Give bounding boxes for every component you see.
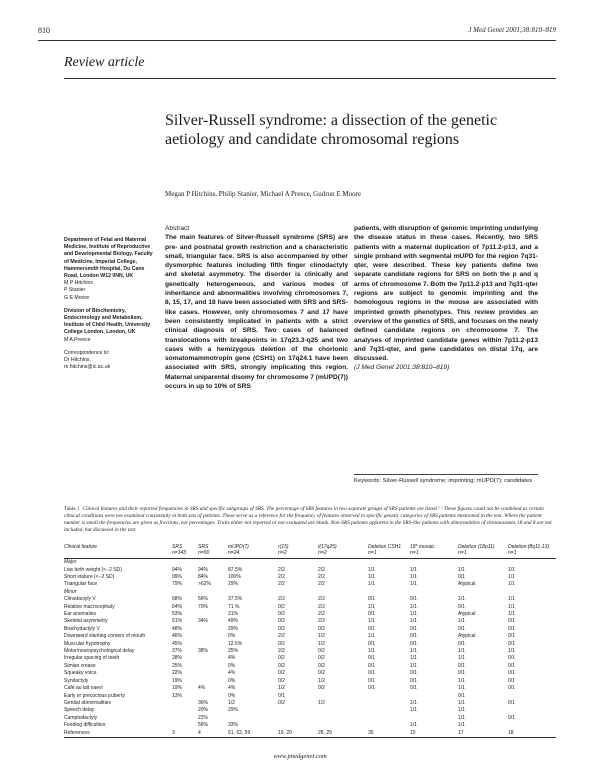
table-cell: 0/1 bbox=[458, 640, 465, 647]
table-header-n: n=1 bbox=[410, 551, 458, 559]
table-row-label: Brachydactyly V bbox=[64, 625, 100, 632]
table-cell: 2/2 bbox=[318, 574, 325, 580]
table-cell: 21% bbox=[228, 611, 239, 618]
table-cell: 94% bbox=[198, 566, 209, 573]
table-row bbox=[64, 655, 556, 662]
table-cell: 0/2 bbox=[278, 677, 285, 684]
table-cell: 45% bbox=[172, 640, 183, 647]
table-cell: 1/1 bbox=[410, 603, 417, 610]
table-cell: 0/2 bbox=[318, 648, 325, 655]
table-cell: 2/2 bbox=[318, 611, 325, 618]
table-group-label: Major bbox=[64, 559, 77, 566]
table-cell bbox=[318, 707, 368, 714]
table-cell: 1/2 bbox=[278, 685, 285, 692]
table-row-label: Café au lait naevi bbox=[64, 685, 103, 692]
table-cell bbox=[410, 693, 458, 700]
table-cell: 0/1 bbox=[458, 670, 465, 677]
table-cell: 0/1 bbox=[368, 662, 375, 669]
table-cell: 0/1 bbox=[368, 596, 375, 603]
table-header-label: Deletion (18p11) bbox=[458, 544, 495, 550]
table-cell: >62% bbox=[198, 581, 211, 588]
table-cell: 0/2 bbox=[318, 655, 325, 662]
article-authors: Megan P Hitchins, Philip Stanier, Michael A Preece, Gudrun E Moore bbox=[165, 190, 362, 198]
table-cell: 1/1 bbox=[508, 603, 515, 610]
table-cell: 2/2 bbox=[278, 581, 285, 588]
table-cell: 0/2 bbox=[318, 662, 325, 669]
table-cell: 18 bbox=[508, 730, 556, 738]
table-row bbox=[64, 722, 556, 729]
table-cell bbox=[198, 633, 228, 640]
table-cell: 1/1 bbox=[410, 566, 417, 573]
table-row bbox=[64, 574, 556, 581]
affiliation-name: G E Moore bbox=[64, 294, 90, 301]
table-row-label: Feeding difficulties bbox=[64, 722, 106, 729]
table-cell: 0/1 bbox=[508, 670, 515, 677]
table-header-label: t(17q25) bbox=[318, 544, 337, 550]
table-row-label: References bbox=[64, 730, 172, 738]
table-cell: 1/1 bbox=[458, 677, 465, 684]
affiliation-dept-2: Division of Biochemistry, Endocrinology and Metabolism, Institute of Child Health, University College London, London, UK bbox=[64, 307, 151, 336]
table-group-label: Minor bbox=[64, 588, 77, 595]
section-label: Review article bbox=[64, 55, 145, 70]
table-cell: 35 bbox=[368, 730, 410, 738]
table-cell: 0/2 bbox=[278, 640, 285, 647]
table-cell: 1/1 bbox=[410, 655, 417, 662]
article-title: Silver-Russell syndrome: a dissection of the genetic aetiology and candidate chromosomal regions bbox=[165, 112, 498, 148]
footer-url: www.jmedgenet.com bbox=[273, 753, 327, 760]
table-cell: 1/2 bbox=[318, 640, 325, 647]
table-cell bbox=[318, 722, 368, 729]
table-row-label: Speech delay bbox=[64, 707, 95, 714]
table-header-label: SRS bbox=[198, 544, 209, 550]
table-header-n: n=2 bbox=[278, 551, 318, 559]
affiliation-name: P Stanier bbox=[64, 287, 86, 294]
table-cell: 0/1 bbox=[458, 662, 465, 669]
table-cell bbox=[198, 641, 228, 648]
affiliation-name: M P Hitchins bbox=[64, 280, 94, 287]
table-cell: 53% bbox=[172, 611, 183, 618]
table-row-label: Muscular hypotrophy bbox=[64, 640, 111, 647]
table-cell: 1/2 bbox=[318, 699, 325, 706]
table-cell: 70% bbox=[198, 603, 209, 610]
table-cell bbox=[410, 715, 458, 722]
table-caption bbox=[64, 506, 556, 534]
table-row bbox=[64, 715, 556, 722]
table-row-label: Early or precocious puberty bbox=[64, 692, 125, 699]
abstract-column-1 bbox=[165, 224, 348, 391]
table-cell: 1/1 bbox=[368, 566, 375, 573]
table-cell: 1/1 bbox=[508, 574, 515, 580]
table-header-label: Deletion CSH1 bbox=[368, 544, 402, 550]
table-cell: 0/2 bbox=[318, 685, 325, 692]
table-cell: 0/1 bbox=[458, 603, 465, 610]
keywords-rule bbox=[354, 474, 538, 475]
table-cell: 34% bbox=[198, 618, 209, 625]
correspondence-email[interactable]: m.hitchins@ic.ac.uk bbox=[64, 364, 111, 371]
table-row-label: Low birth weight (<−2 SD) bbox=[64, 566, 122, 573]
table-cell: 1/1 bbox=[368, 603, 375, 610]
table-cell: 1/1 bbox=[458, 618, 465, 625]
table-row-label: Genital abnormalities bbox=[64, 699, 111, 706]
table-cell: 33% bbox=[228, 722, 239, 729]
table-cell: 1/1 bbox=[458, 596, 465, 603]
table-cell: 56% bbox=[198, 596, 209, 603]
table-row-label: Short stature (<−2 SD) bbox=[64, 574, 115, 580]
table-cell: 2/2 bbox=[318, 566, 325, 573]
abstract-text-2: patients, with disruption of genomic imprinting underlying the disease status in these cases. Recently, two SRS patients with a maternal duplication of 7p11.2-p13, and a single proband with segmental mUPD for the region 7q31-qter, were described. These key patients define two separate candidate regions for SRS on both the p and q arms of chromosome 7. Both the 7p11.2-p13 and 7q31-qter regions are subject to genomic imprinting and the homologous regions in the mouse are associated with imprinted growth phenotypes. This review provides an overview of the genetics of SRS, and focuses on the newly defined candidate regions on chromosome 7. The analyses of imprinted candidate genes within 7p11.2-p13 and 7q31-qter, and gene candidates on distal 17q, are discussed. bbox=[354, 225, 538, 363]
table-cell: Atypical bbox=[458, 633, 476, 640]
table-cell: 19% bbox=[172, 677, 183, 684]
table-row bbox=[64, 581, 556, 588]
table-cell: 46% bbox=[172, 633, 183, 640]
table-cell: 37% bbox=[172, 648, 183, 655]
table-cell: 1/1 bbox=[368, 648, 375, 655]
table-row-label: Syndactyly bbox=[64, 677, 89, 684]
table-row-label: Clinodactyly V bbox=[64, 596, 96, 603]
table-cell: 4% bbox=[228, 670, 236, 677]
table-header-n: n=1 bbox=[458, 551, 508, 559]
table-header-n: n=1 bbox=[368, 551, 410, 559]
table-row bbox=[64, 678, 556, 685]
table-cell: 1/1 bbox=[508, 611, 515, 618]
table-cell bbox=[228, 715, 278, 722]
abstract-text-1: The main features of Silver-Russell syndrome (SRS) are pre- and postnatal growth restriction and a characteristic small, triangular face. SRS is also accompanied by other dysmorphic features including fifth finger clinodactyly and skeletal asymmetry. The disorder is clinically and genetically heterogeneous, and various modes of inheritance and abnormalities involving chromosomes 7, 8, 15, 17, and 18 have been associated with SRS and SRS-like cases. However, only chromosomes 7 and 17 have been consistently implicated in patients with a strict clinical diagnosis of SRS. Two cases of balanced translocations with breakpoints in 17q23.3-q25 and two cases with a hemizygous deletion of the chorionic somatomammotropin gene (CSH1) on 17q24.1 have been associated with SRS, strongly implicating this region. Maternal uniparental disomy for chromosome 7 (mUPD(7)) occurs in up to 10% of SRS bbox=[165, 234, 348, 391]
journal-reference: J Med Genet 2001;38:810–819 bbox=[468, 26, 556, 34]
keywords: Keywords: Silver-Russell syndrome; imprinting; mUPD(7); candidates bbox=[354, 478, 533, 484]
table-cell: 1/1 bbox=[410, 707, 417, 714]
table-row-label: Squeaky voice bbox=[64, 670, 97, 677]
table-cell: 0/1 bbox=[410, 670, 417, 677]
correspondence-label: Correspondence to: bbox=[64, 349, 110, 356]
table-cell bbox=[198, 678, 228, 685]
table-header-label: mUPD(7) bbox=[228, 544, 249, 550]
table-cell: 4 bbox=[198, 730, 228, 738]
table-cell: 1/1 bbox=[508, 596, 515, 603]
table-cell: 1/1 bbox=[458, 707, 465, 714]
table-row bbox=[64, 596, 556, 603]
table-header-label: SRS bbox=[172, 544, 183, 550]
table-header-label: Clinical feature bbox=[64, 544, 98, 550]
table-cell: 0/2 bbox=[278, 611, 285, 618]
table-row-label: Simian crease bbox=[64, 662, 96, 669]
table-cell: 94% bbox=[172, 566, 183, 573]
table-cell: 1/1 bbox=[458, 714, 465, 721]
page-number: 810 bbox=[38, 26, 50, 35]
table-caption-text: Clinical features and their reported frequencies in SRS and specific subgroups of SRS. The percentage of SRS features in two separate groups of SRS patients are listed.¹ ² These figures could not be combined as certain clinical conditions were not examined consistently in both sets of patients. These serve as a reference for the frequency of features observed in specific genetic categories of SRS patients mentioned in the text. Where the patient number is small the frequencies are given as fractions, not percentages. Traits either not reported or not evaluated are blank. Non-SRS patients apparent in the SRS-like patients with abnormalities of chromosomes 18 and 8 are not included, but discussed in the text bbox=[64, 506, 552, 533]
table-cell bbox=[368, 715, 410, 722]
table-cell: 1/1 bbox=[410, 581, 417, 588]
table-cell: 100% bbox=[228, 574, 241, 580]
table-cell: 1/1 bbox=[508, 648, 515, 655]
table-cell: 0/1 bbox=[410, 685, 417, 692]
table-row-label: Downward slanting corners of mouth bbox=[64, 633, 146, 640]
table-header-n: n=1 bbox=[508, 551, 556, 559]
table-cell: 1/1 bbox=[368, 574, 375, 580]
table-cell: 15 bbox=[410, 730, 458, 738]
table-cell bbox=[318, 715, 368, 722]
table-cell: 2/2 bbox=[318, 618, 325, 625]
table-row bbox=[64, 611, 556, 618]
table-cell: 0/1 bbox=[368, 670, 375, 677]
table-cell: 0/1 bbox=[508, 640, 515, 647]
table-cell: 2/2 bbox=[278, 596, 285, 603]
table-cell: 2/2 bbox=[278, 648, 285, 655]
table-cell bbox=[278, 715, 318, 722]
table-row-label: Camptodactyly bbox=[64, 714, 98, 721]
table-cell: 0/1 bbox=[508, 625, 515, 632]
table-cell: 51% bbox=[172, 618, 183, 625]
table-cell bbox=[368, 700, 410, 707]
table-cell: 36% bbox=[198, 699, 209, 706]
table-cell: Atypical bbox=[458, 611, 476, 618]
table-row bbox=[64, 633, 556, 640]
table-cell: 0/1 bbox=[368, 655, 375, 662]
table-cell: 48% bbox=[172, 625, 183, 632]
table-cell bbox=[198, 626, 228, 633]
table-cell: 19% bbox=[172, 685, 183, 692]
table-cell: 99% bbox=[172, 574, 183, 580]
table-cell: 1/2 bbox=[228, 699, 235, 706]
table-cell: 22% bbox=[198, 714, 209, 721]
table-cell: 0/1 bbox=[508, 714, 515, 721]
table-cell: 0/1 bbox=[410, 596, 417, 603]
affiliation-dept-1: Department of Fetal and Maternal Medicine, Institute of Reproductive and Developmental Biology, Faculty of Medicine, Imperial College, Hammersmith Hospital, Du Cane Road, London W12 0NN, UK bbox=[64, 237, 153, 280]
table-cell bbox=[172, 715, 198, 722]
table-cell: 0/1 bbox=[368, 611, 375, 618]
table-header-label: r(15) bbox=[278, 544, 289, 550]
table-cell: 25% bbox=[172, 662, 183, 669]
table-cell: 0% bbox=[228, 662, 236, 669]
table-cell bbox=[278, 707, 318, 714]
table-cell: 0/1 bbox=[458, 574, 465, 580]
table-row bbox=[64, 700, 556, 707]
table-cell: 38% bbox=[198, 648, 209, 655]
table-cell: 2/2 bbox=[318, 581, 325, 588]
table-header-n: n=143 bbox=[172, 551, 198, 559]
section-rule bbox=[64, 78, 556, 79]
table-row bbox=[64, 567, 556, 574]
table-cell: 29% bbox=[228, 625, 239, 632]
table-cell: 0/1 bbox=[508, 699, 515, 706]
table-cell: 87.5% bbox=[228, 566, 243, 573]
table-row bbox=[64, 618, 556, 625]
table-cell: 84% bbox=[198, 574, 209, 580]
table-cell: 2/2 bbox=[278, 574, 285, 580]
table-cell: 0/2 bbox=[278, 670, 285, 677]
table-row bbox=[64, 663, 556, 670]
table-cell: 0/1 bbox=[368, 640, 375, 647]
table-cell: 51, 52, 59 bbox=[228, 730, 278, 738]
table-cell: 1/1 bbox=[508, 581, 515, 588]
table-row-label: Skeletal asymmetry bbox=[64, 618, 108, 625]
table-cell: 68% bbox=[172, 596, 183, 603]
table-cell bbox=[318, 693, 368, 700]
table-cell: 0/2 bbox=[278, 699, 285, 706]
table-cell: 0/2 bbox=[278, 618, 285, 625]
table-cell: 1/1 bbox=[458, 722, 465, 729]
table-cell: 37.5% bbox=[228, 596, 243, 603]
table-row bbox=[64, 641, 556, 648]
table-cell bbox=[508, 722, 556, 729]
table-row-label: Relative macrocephaly bbox=[64, 603, 115, 610]
table-row-label: Irregular spacing of teeth bbox=[64, 655, 120, 662]
table-row bbox=[64, 730, 556, 738]
table-header-label: Deletion (8q11-13) bbox=[508, 544, 550, 550]
table-cell bbox=[368, 722, 410, 729]
table-cell bbox=[368, 693, 410, 700]
table-cell: 0/1 bbox=[368, 685, 375, 692]
table-cell: 56% bbox=[198, 722, 209, 729]
table-cell: 0/1 bbox=[508, 677, 515, 684]
table-cell: 64% bbox=[172, 603, 183, 610]
table-cell: 0/1 bbox=[368, 625, 375, 632]
table-cell: 20% bbox=[198, 707, 209, 714]
table-header-n bbox=[64, 551, 172, 559]
table-cell: 0/1 bbox=[508, 618, 515, 625]
table-cell: 0% bbox=[228, 692, 236, 699]
table-cell: 1/2 bbox=[318, 677, 325, 684]
table-cell bbox=[172, 707, 198, 714]
table-cell: 1/1 bbox=[410, 722, 417, 729]
table-cell: 0% bbox=[228, 677, 236, 684]
abstract-column-2 bbox=[354, 224, 538, 373]
abstract-citation: (J Med Genet 2001;38:810–819) bbox=[354, 364, 450, 372]
table-cell: 2/2 bbox=[278, 566, 285, 573]
table-cell: 49% bbox=[228, 618, 239, 625]
table-cell: 1/1 bbox=[410, 662, 417, 669]
table-cell bbox=[278, 722, 318, 729]
table-row bbox=[64, 670, 556, 677]
table-cell: 1/1 bbox=[508, 566, 515, 573]
table-cell: 0/1 bbox=[278, 692, 285, 699]
table-cell: 1/1 bbox=[458, 685, 465, 692]
table-cell: 79% bbox=[172, 581, 183, 588]
table-cell: 0/1 bbox=[508, 655, 515, 662]
table-cell: 28% bbox=[172, 655, 183, 662]
table-cell: 1/2 bbox=[318, 633, 325, 640]
table-cell: 4% bbox=[228, 685, 236, 692]
table-cell bbox=[172, 700, 198, 707]
clinical-features-table bbox=[64, 545, 556, 738]
table-cell: 0/1 bbox=[410, 625, 417, 632]
table-header-n: n=2 bbox=[318, 551, 368, 559]
table-cell: 0/2 bbox=[278, 655, 285, 662]
table-cell: 29% bbox=[228, 707, 239, 714]
table-cell: Atypical bbox=[458, 581, 476, 588]
table-cell bbox=[198, 693, 228, 700]
table-cell: 0/1 bbox=[368, 677, 375, 684]
table-header-n: n=50 bbox=[198, 551, 228, 559]
table-row-label: Motor/neuropsychological delay bbox=[64, 648, 135, 655]
affiliation-name: M A Preece bbox=[64, 336, 91, 343]
table-cell: 1/1 bbox=[410, 699, 417, 706]
table-cell: 22% bbox=[172, 670, 183, 677]
table-cell: 0/1 bbox=[458, 692, 465, 699]
table-row-label: Ear anomalies bbox=[64, 611, 96, 618]
table-cell: 0/1 bbox=[410, 677, 417, 684]
table-row bbox=[64, 626, 556, 633]
table-cell: 0/2 bbox=[278, 662, 285, 669]
table-cell: 1/1 bbox=[410, 618, 417, 625]
table-cell: 0/1 bbox=[458, 625, 465, 632]
table-cell bbox=[198, 655, 228, 662]
table-row bbox=[64, 648, 556, 655]
table-cell: 71 % bbox=[228, 603, 240, 610]
table-cell: 1/1 bbox=[410, 611, 417, 618]
table-cell bbox=[508, 707, 556, 714]
table-cell: 1/1 bbox=[368, 633, 375, 640]
table-cell bbox=[198, 611, 228, 618]
table-cell: 4% bbox=[198, 685, 206, 692]
table-cell: 29% bbox=[228, 581, 239, 588]
abstract-heading: Abstract bbox=[165, 225, 190, 232]
table-cell: 13% bbox=[172, 692, 183, 699]
table-header-label: 18* mosaic bbox=[410, 544, 435, 550]
correspondence-name: Dr Hitchins, bbox=[64, 357, 91, 364]
table-cell: 1/1 bbox=[410, 648, 417, 655]
table-cell: 0% bbox=[228, 633, 236, 640]
table-row bbox=[64, 685, 556, 692]
table-cell: 0/2 bbox=[278, 625, 285, 632]
table-cell: 0/1 bbox=[508, 685, 515, 692]
table-cell: 0/2 bbox=[278, 603, 285, 610]
table-cell: 12.5% bbox=[228, 640, 243, 647]
table-row-label: Triangular face bbox=[64, 581, 98, 588]
table-cell: 4% bbox=[228, 655, 236, 662]
table-row bbox=[64, 693, 556, 700]
header-rule bbox=[38, 40, 556, 41]
table-cell: 2/2 bbox=[318, 603, 325, 610]
table-cell bbox=[172, 722, 198, 729]
table-header-n: n=24 bbox=[228, 551, 278, 559]
table-cell: 17 bbox=[458, 730, 508, 738]
table-cell: 19, 20 bbox=[278, 730, 318, 738]
table-cell bbox=[198, 670, 228, 677]
table-cell: 0/2 bbox=[318, 625, 325, 632]
table-cell: 25% bbox=[228, 648, 239, 655]
table-cell: 0/2 bbox=[318, 670, 325, 677]
table-cell: 0/1 bbox=[410, 633, 417, 640]
table-cell: 0/1 bbox=[508, 633, 515, 640]
table-cell: 2/2 bbox=[318, 596, 325, 603]
table-cell: 0/1 bbox=[410, 640, 417, 647]
table-cell: 1/1 bbox=[368, 581, 375, 588]
table-cell: 1/1 bbox=[458, 699, 465, 706]
table-cell: 1/1 bbox=[410, 574, 417, 580]
affiliations bbox=[64, 237, 154, 371]
table-cell bbox=[198, 663, 228, 670]
table-caption-label: Table 1 bbox=[64, 506, 80, 512]
table-cell: 3 bbox=[172, 730, 198, 738]
table-cell bbox=[508, 693, 556, 700]
table-cell: 1/1 bbox=[368, 618, 375, 625]
table-cell bbox=[368, 707, 410, 714]
table-cell: 1/1 bbox=[458, 566, 465, 573]
table-cell: 28, 29 bbox=[318, 730, 368, 738]
table-cell: 2/2 bbox=[278, 633, 285, 640]
table-cell: 1/1 bbox=[458, 648, 465, 655]
table-cell: 0/1 bbox=[508, 662, 515, 669]
table-row bbox=[64, 604, 556, 611]
table-row bbox=[64, 707, 556, 714]
table-cell: 1/1 bbox=[458, 655, 465, 662]
